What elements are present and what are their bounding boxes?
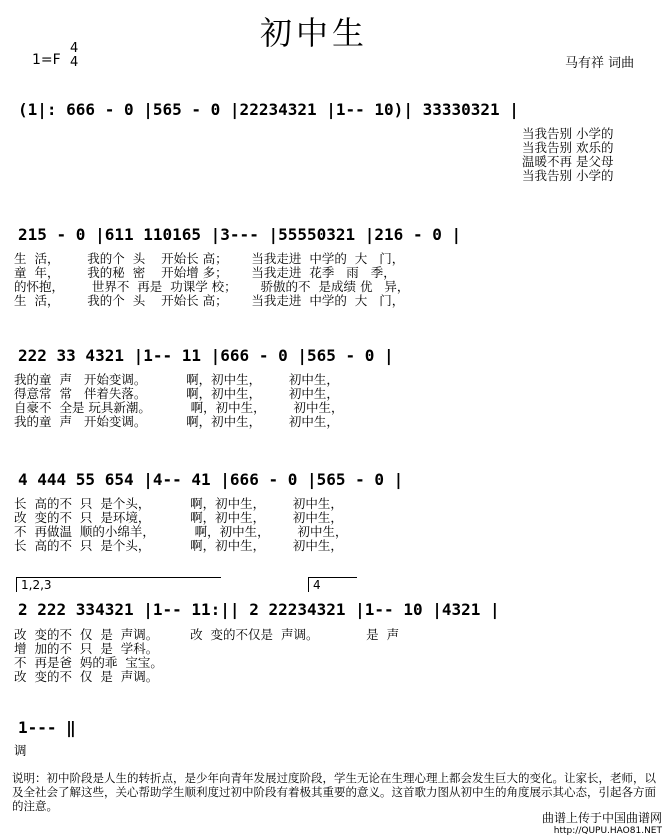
time-signature-top: 4	[70, 41, 79, 56]
notation-row-2: 215 - 0 |611 110165 |3--- |55550321 |216 - 0 |	[18, 225, 462, 244]
notation-row-5: 2 222 334321 |1-- 11:|| 2 22234321 |1-- 10 |4321 |	[18, 600, 500, 619]
volta-bracket-second: 4	[308, 577, 357, 592]
site-credit-text: 曲谱上传于中国曲谱网	[541, 811, 662, 825]
author-credit: 马有祥 词曲	[565, 56, 635, 71]
lyric-line: 温暖不再 是父母	[522, 154, 614, 169]
lyric-line: 调	[14, 743, 27, 758]
lyric-line: 童 年， 我的秘 密 开始增 多； 当我走进 花季 雨 季，	[14, 265, 396, 280]
footer-note: 说明：初中阶段是人生的转折点，是少年向青年发展过度阶段，学生无论在生理心理上都会发生巨大的变化。让家长，老师，以及全社会了解这些，关心帮助学生顺利度过初中阶段有着极其重要的意义。这首歌力图从初中生的角度展示其心态，引起各方面的注意。	[12, 771, 656, 813]
site-credit-url: http://QUPU.HAO81.NET	[553, 826, 662, 836]
lyrics-row-3	[14, 373, 343, 429]
lyrics-row-1	[522, 127, 613, 183]
lyric-line: 我的童 声 开始变调。 啊，初中生， 初中生，	[14, 372, 339, 387]
lyric-line: 当我告别 欢乐的	[522, 140, 614, 155]
lyrics-row-5	[14, 628, 399, 684]
lyric-line: 改 变的不 仅 是 声调。	[14, 669, 159, 684]
lyric-line: 得意常 常 伴着失落。 啊，初中生， 初中生，	[14, 386, 339, 401]
key-signature: 1=F	[32, 52, 61, 68]
lyric-line: 改 变的不 只 是环境， 啊，初中生， 初中生，	[14, 510, 343, 525]
lyric-line: 增 加的不 只 是 学科。	[14, 641, 159, 656]
time-signature-bottom: 4	[70, 55, 79, 70]
time-signature	[70, 42, 78, 70]
lyric-line: 不 再做温 顺的小绵羊， 啊，初中生， 初中生，	[14, 524, 348, 539]
site-credit	[542, 812, 662, 838]
notation-row-1: (1|: 666 - 0 |565 - 0 |22234321 |1-- 10)| 33330321 |	[18, 100, 519, 119]
notation-row-4: 4 444 55 654 |4-- 41 |666 - 0 |565 - 0 |	[18, 470, 404, 489]
lyrics-row-4	[14, 497, 347, 553]
lyric-line: 长 高的不 只 是个头， 啊，初中生， 初中生，	[14, 538, 343, 553]
lyric-line: 不 再是爸 妈的乖 宝宝。	[14, 655, 163, 670]
lyrics-row-2	[14, 252, 409, 308]
lyric-line: 生 活， 我的个 头 开始长 高； 当我走进 中学的 大 门，	[14, 251, 405, 266]
lyric-line: 改 变的不 仅 是 声调。 改 变的不仅是 声调。 是 声	[14, 627, 400, 642]
lyric-line: 长 高的不 只 是个头， 啊，初中生， 初中生，	[14, 496, 343, 511]
lyric-line: 当我告别 小学的	[522, 168, 614, 183]
volta-bracket-first: 1,2,3	[16, 577, 221, 592]
song-title: 初中生	[260, 14, 369, 52]
notation-row-3: 222 33 4321 |1-- 11 |666 - 0 |565 - 0 |	[18, 346, 394, 365]
lyric-line: 生 活， 我的个 头 开始长 高； 当我走进 中学的 大 门，	[14, 293, 405, 308]
lyric-line: 自豪不 全是 玩具新潮。 啊，初中生， 初中生，	[14, 400, 344, 415]
lyric-line: 的怀抱， 世界不 再是 功课学 校； 骄傲的不 是成绩 优 异，	[14, 279, 410, 294]
notation-row-6: 1--- ‖	[18, 718, 76, 737]
lyric-line: 当我告别 小学的	[522, 126, 614, 141]
lyric-line: 我的童 声 开始变调。 啊，初中生， 初中生，	[14, 414, 339, 429]
lyrics-row-6	[14, 744, 27, 758]
